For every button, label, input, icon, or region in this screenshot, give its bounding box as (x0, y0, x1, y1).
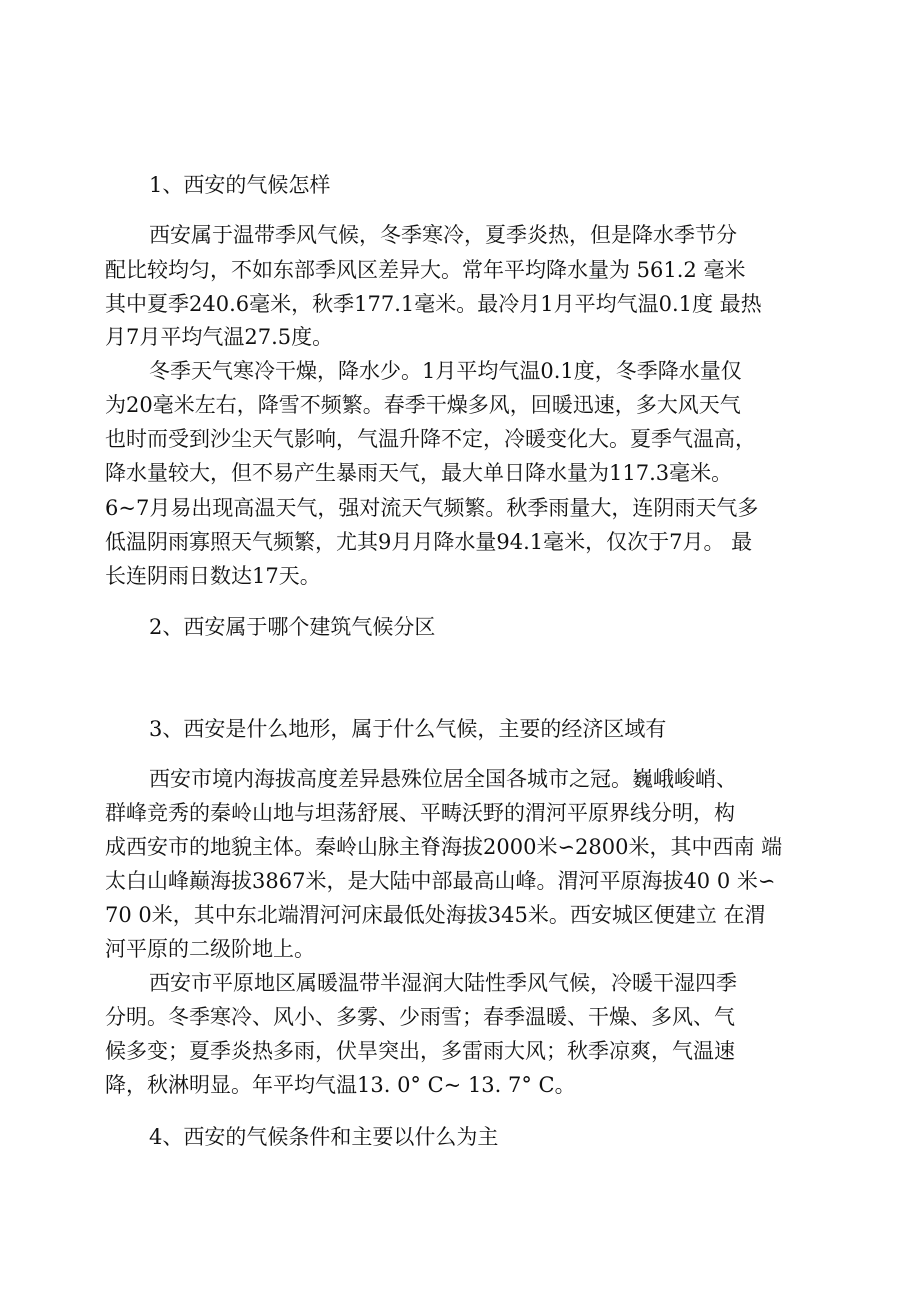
section-3-paragraph-1-line-3: 成西安市的地貌主体。秦岭山脉主脊海拔2000米∽2800米，其中西南 端 (105, 835, 783, 859)
section-4-heading: 4、西安的气候条件和主要以什么为主 (149, 1125, 499, 1149)
section-3-paragraph-2-line-1: 西安市平原地区属暖温带半湿润大陆性季风气候，冷暖干湿四季 (149, 971, 737, 995)
section-3-paragraph-1-line-2: 群峰竞秀的秦岭山地与坦荡舒展、平畴沃野的渭河平原界线分明，构 (105, 801, 735, 825)
section-1-paragraph-1-line-3: 其中夏季240.6毫米，秋季177.1毫米。最冷月1月平均气温0.1度 最热 (105, 292, 762, 316)
section-3-paragraph-2-line-4: 降，秋淋明显。年平均气温13. 0° C~ 13. 7° C。 (105, 1073, 576, 1097)
section-1-paragraph-2-line-5: 6~7月易出现高温天气，强对流天气频繁。秋季雨量大，连阴雨天气多 (105, 496, 759, 520)
section-3-paragraph-2-line-3: 候多变；夏季炎热多雨，伏旱突出，多雷雨大风；秋季凉爽，气温速 (105, 1039, 735, 1063)
section-1-paragraph-1-line-2: 配比较均匀，不如东部季风区差异大。常年平均降水量为 561.2 毫米 (105, 258, 746, 282)
section-3-heading: 3、西安是什么地形，属于什么气候，主要的经济区域有 (149, 717, 667, 741)
section-1-heading: 1、西安的气候怎样 (149, 173, 331, 197)
section-3-paragraph-1-line-4: 太白山峰巅海拔3867米，是大陆中部最高山峰。渭河平原海拔40 0 米∽ (105, 869, 776, 893)
section-1-paragraph-1-line-1: 西安属于温带季风气候，冬季寒冷，夏季炎热，但是降水季节分 (149, 223, 737, 247)
section-1-paragraph-2-line-7: 长连阴雨日数达17天。 (105, 564, 321, 588)
section-1-paragraph-2-line-3: 也时而受到沙尘天气影响，气温升降不定，冷暖变化大。夏季气温高， (105, 427, 756, 451)
section-2-heading: 2、西安属于哪个建筑气候分区 (149, 615, 436, 639)
section-1-paragraph-2-line-1: 冬季天气寒冷干燥，降水少。1月平均气温0.1度，冬季降水量仅 (149, 359, 742, 383)
section-3-paragraph-1-line-1: 西安市境内海拔高度差异悬殊位居全国各城市之冠。巍峨峻峭、 (149, 767, 737, 791)
section-3-paragraph-2-line-2: 分明。冬季寒冷、风小、多雾、少雨雪；春季温暖、干燥、多风、气 (105, 1005, 735, 1029)
section-1-paragraph-1-line-4: 月7月平均气温27.5度。 (105, 325, 334, 349)
section-3-paragraph-1-line-5: 70 0米，其中东北端渭河河床最低处海拔345米。西安城区便建立 在渭 (105, 903, 766, 927)
section-1-paragraph-2-line-2: 为20毫米左右，降雪不频繁。春季干燥多风，回暖迅速，多大风天气 (105, 393, 741, 417)
section-3-paragraph-1-line-6: 河平原的二级阶地上。 (105, 937, 315, 961)
section-1-paragraph-2-line-6: 低温阴雨寡照天气频繁，尤其9月月降水量94.1毫米，仅次于7月。 最 (105, 530, 753, 554)
section-1-paragraph-2-line-4: 降水量较大，但不易产生暴雨天气，最大单日降水量为117.3毫米。 (105, 461, 733, 485)
